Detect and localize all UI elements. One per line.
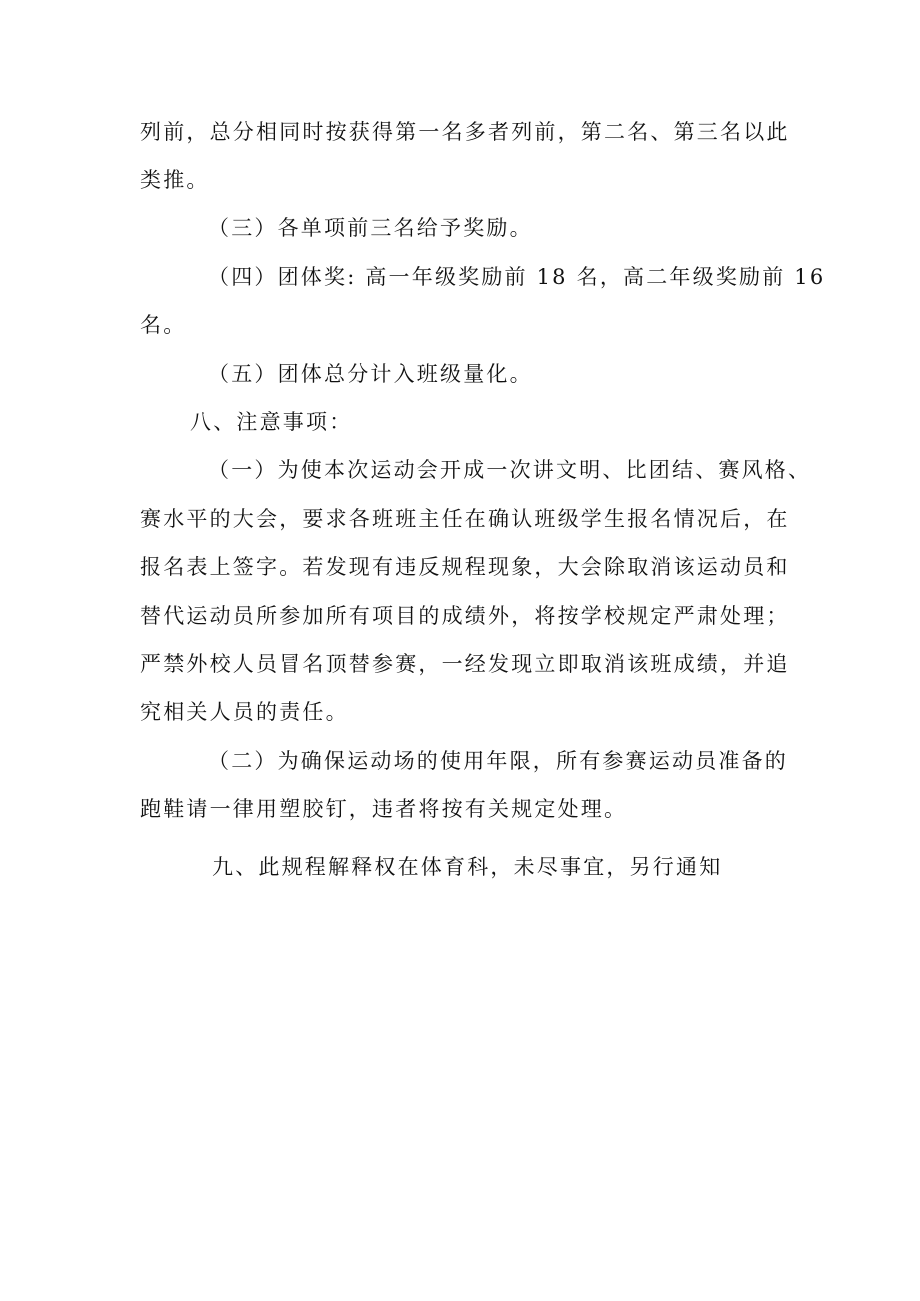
- text-line: 列前，总分相同时按获得第一名多者列前，第二名、第三名以此: [140, 120, 790, 144]
- text-line: （二）为确保运动场的使用年限，所有参赛运动员准备的: [208, 749, 788, 773]
- text-line: 跑鞋请一律用塑胶钉，违者将按有关规定处理。: [140, 797, 628, 821]
- text-line: （四）团体奖: 高一年级奖励前 18 名，高二年级奖励前 16: [208, 265, 826, 289]
- section-heading: 八、注意事项：: [190, 410, 353, 434]
- text-line: （五）团体总分计入班级量化。: [208, 362, 533, 386]
- text-line: 严禁外校人员冒名顶替参赛，一经发现立即取消该班成绩，并追: [140, 652, 790, 676]
- text-line: （一）为使本次运动会开成一次讲文明、比团结、赛风格、: [208, 458, 812, 482]
- text-line: 赛水平的大会，要求各班班主任在确认班级学生报名情况后，在: [140, 507, 790, 531]
- text-line: 名。: [140, 313, 187, 337]
- text-line: 报名表上签字。若发现有违反规程现象，大会除取消该运动员和: [140, 555, 790, 579]
- text-line: 究相关人员的责任。: [140, 700, 349, 724]
- text-line: 替代运动员所参加所有项目的成绩外，将按学校规定严肃处理；: [140, 604, 790, 628]
- text-line: （三）各单项前三名给予奖励。: [208, 216, 533, 240]
- section-heading: 九、此规程解释权在体育科，未尽事宜，另行通知: [212, 855, 723, 879]
- text-line: 类推。: [140, 168, 210, 192]
